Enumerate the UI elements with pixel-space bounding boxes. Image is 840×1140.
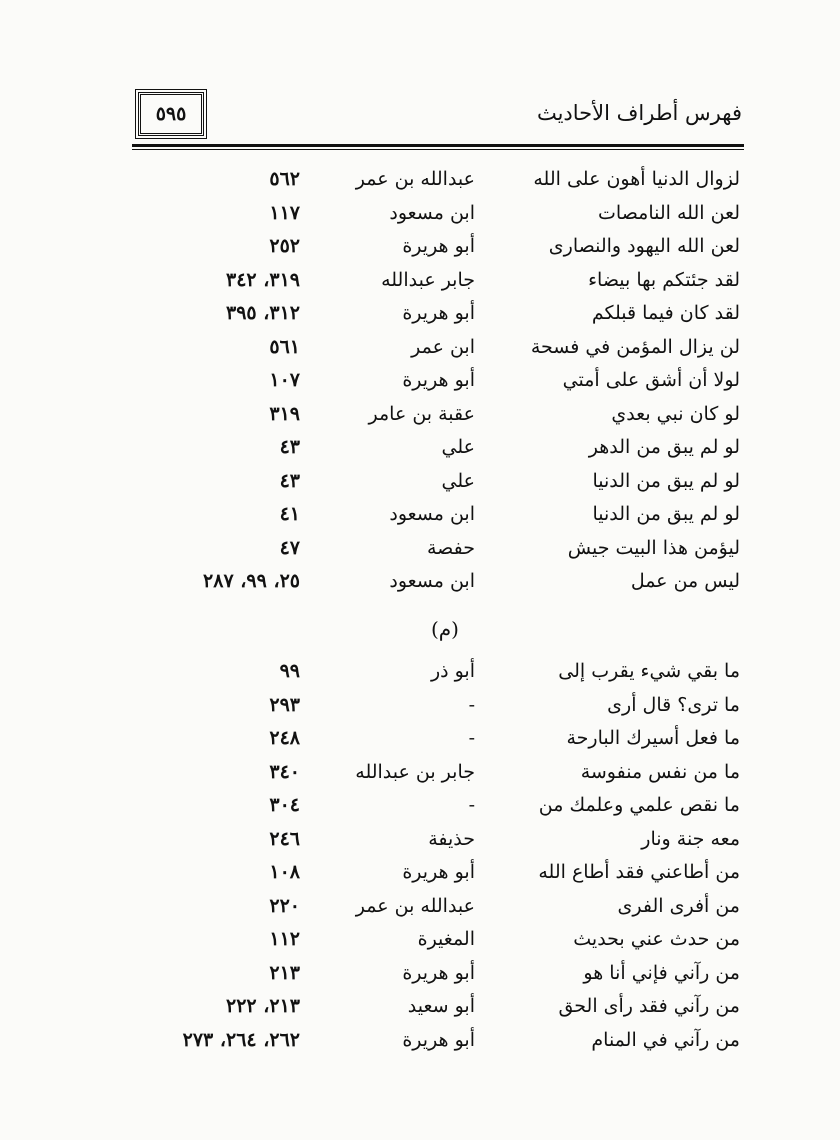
index-entry-row: [0, 789, 840, 822]
narrator-name: حذيفة: [428, 827, 475, 850]
narrator-name: علي: [441, 436, 475, 458]
page-refs: ٥٦٢: [269, 168, 300, 190]
narrator-name: ابن مسعود: [389, 570, 475, 592]
narrator-name: -: [468, 794, 475, 816]
index-entry-row: [0, 689, 840, 722]
hadith-text: لو لم يبق من الدنيا: [592, 503, 740, 525]
hadith-text: ما فعل أسيرك البارحة: [566, 727, 740, 749]
page-refs: ٤٣: [279, 469, 300, 492]
section-heading-mim: (م): [431, 617, 459, 641]
index-entry-row: [0, 465, 840, 498]
page-refs: ٢٤٦: [269, 827, 300, 850]
hadith-text: من رآني في المنام: [591, 1028, 740, 1051]
page-refs: ٢١٣: [269, 961, 300, 984]
page-refs: ٢٤٨: [269, 727, 300, 749]
index-entry-row: [0, 756, 840, 789]
narrator-name: جابر عبدالله: [381, 268, 475, 291]
page-refs: ٢١٣، ٢٢٢: [226, 995, 300, 1017]
page-header: [132, 92, 742, 142]
hadith-text: لقد جئتكم بها بيضاء: [588, 268, 740, 291]
hadith-text: لقد كان فيما قبلكم: [591, 302, 740, 324]
index-entry-row: [0, 532, 840, 565]
index-entry-row: [0, 297, 840, 330]
header-rule-thick: [132, 144, 744, 147]
narrator-name: عبدالله بن عمر: [355, 168, 475, 190]
narrator-name: عقبة بن عامر: [368, 402, 475, 425]
hadith-text: من رآني فإني أنا هو: [583, 961, 740, 984]
page-refs: ٢٢٠: [269, 894, 300, 917]
narrator-name: ابن مسعود: [389, 201, 475, 224]
index-entry-row: [0, 565, 840, 598]
hadith-text: معه جنة ونار: [641, 827, 740, 850]
narrator-name: أبو هريرة: [402, 861, 475, 883]
narrator-name: أبو هريرة: [402, 235, 475, 257]
index-entry-row: [0, 364, 840, 397]
page-refs: ٤٧: [279, 536, 300, 559]
narrator-name: عبدالله بن عمر: [355, 894, 475, 917]
index-entry-row: [0, 722, 840, 755]
running-title: فهرس أطراف الأحاديث: [536, 101, 742, 125]
narrator-name: أبو هريرة: [402, 961, 475, 984]
index-entry-row: [0, 823, 840, 856]
hadith-text: من حدث عني بحديث: [573, 928, 740, 950]
page-refs: ٣١٢، ٣٩٥: [226, 302, 300, 324]
index-entry-row: [0, 331, 840, 364]
hadith-text: لعن الله النامصات: [598, 201, 740, 224]
narrator-name: جابر بن عبدالله: [355, 760, 475, 783]
index-entry-row: [0, 197, 840, 230]
hadith-text: لو لم يبق من الدهر: [588, 436, 740, 458]
page-refs: ٢٥٢: [269, 235, 300, 257]
page-refs: ٣١٩: [269, 402, 300, 425]
index-entry-row: [0, 1024, 840, 1057]
hadith-text: ما ترى؟ قال أرى: [607, 693, 740, 716]
hadith-text: لزوال الدنيا أهون على الله: [533, 168, 740, 190]
page-refs: ٤٣: [279, 436, 300, 458]
index-entry-row: [0, 890, 840, 923]
page-refs: ٢٥، ٩٩، ٢٨٧: [203, 570, 300, 592]
narrator-name: أبو هريرة: [402, 302, 475, 324]
page-refs: ٥٦١: [269, 335, 300, 358]
page-refs: ١١٢: [269, 928, 300, 950]
index-entry-row: [0, 498, 840, 531]
narrator-name: أبو ذر: [430, 660, 475, 682]
hadith-text: لن يزال المؤمن في فسحة: [530, 335, 740, 358]
narrator-name: أبو هريرة: [402, 1028, 475, 1051]
page-refs: ٣٠٤: [269, 794, 300, 816]
hadith-text: ما نقص علمي وعلمك من: [538, 794, 740, 816]
narrator-name: حفصة: [426, 536, 475, 559]
hadith-text: لو كان نبي بعدي: [611, 402, 740, 425]
narrator-name: علي: [441, 469, 475, 492]
index-entry-row: [0, 431, 840, 464]
index-entry-row: [0, 655, 840, 688]
index-entry-row: [0, 990, 840, 1023]
header-rule-thin: [132, 149, 744, 150]
page-refs: ٤١: [279, 503, 300, 525]
narrator-name: المغيرة: [417, 928, 475, 950]
page-refs: ١٠٧: [269, 369, 300, 391]
hadith-text: لولا أن أشق على أمتي: [562, 369, 740, 391]
hadith-text: لعن الله اليهود والنصارى: [548, 235, 740, 257]
hadith-text: ما بقي شيء يقرب إلى: [558, 660, 740, 682]
page-refs: ٢٩٣: [269, 693, 300, 716]
narrator-name: أبو سعيد: [407, 995, 475, 1017]
page-refs: ٣٤٠: [269, 760, 300, 783]
index-entry-row: [0, 398, 840, 431]
index-entry-row: [0, 923, 840, 956]
page-number-box: ٥٩٥: [138, 92, 204, 136]
index-entry-row: [0, 230, 840, 263]
narrator-name: -: [468, 693, 475, 716]
hadith-text: ليؤمن هذا البيت جيش: [567, 536, 740, 559]
index-entry-row: [0, 264, 840, 297]
hadith-text: من أطاعني فقد أطاع الله: [538, 861, 740, 883]
narrator-name: أبو هريرة: [402, 369, 475, 391]
page-refs: ١١٧: [269, 201, 300, 224]
page-refs: ٢٦٢، ٢٦٤، ٢٧٣: [182, 1028, 300, 1051]
narrator-name: ابن مسعود: [389, 503, 475, 525]
hadith-text: من رآني فقد رأى الحق: [558, 995, 740, 1017]
narrator-name: ابن عمر: [411, 335, 475, 358]
narrator-name: -: [468, 727, 475, 749]
index-entry-row: [0, 163, 840, 196]
hadith-text: ما من نفس منفوسة: [580, 760, 740, 783]
page-refs: ١٠٨: [269, 861, 300, 883]
index-entry-row: [0, 957, 840, 990]
hadith-text: لو لم يبق من الدنيا: [592, 469, 740, 492]
index-entry-row: [0, 856, 840, 889]
page-refs: ٣١٩، ٣٤٢: [226, 268, 300, 291]
page-refs: ٩٩: [279, 660, 300, 682]
hadith-text: من أفرى الفرى: [617, 894, 740, 917]
hadith-text: ليس من عمل: [630, 570, 740, 592]
